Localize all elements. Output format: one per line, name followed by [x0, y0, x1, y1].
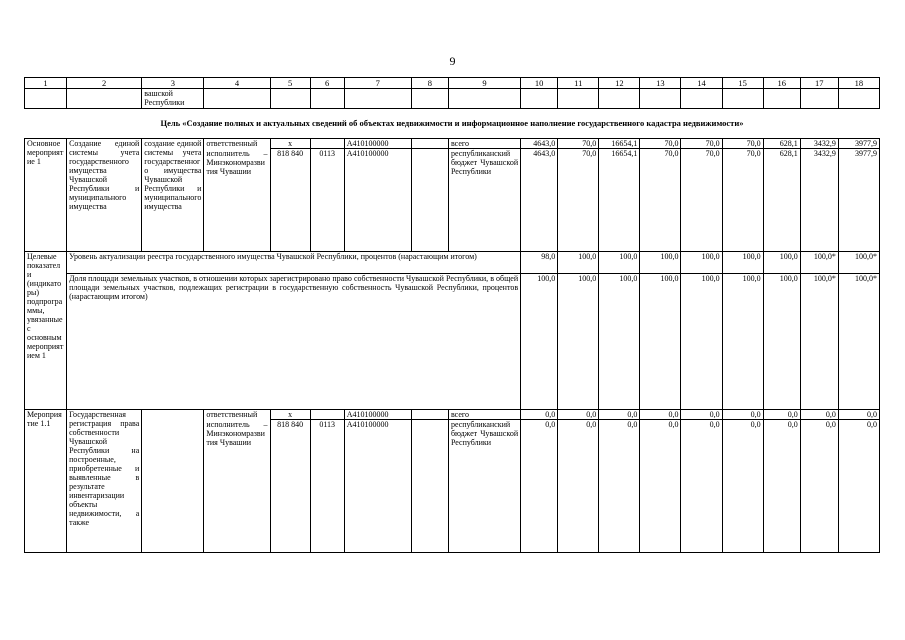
- col-number: 3: [142, 78, 204, 89]
- col-number: 5: [270, 78, 310, 89]
- indicator-value: 100,0: [599, 252, 640, 274]
- value-cell: 0,0: [722, 410, 763, 420]
- indicator-value: 100,0: [722, 274, 763, 410]
- value-cell: 0,0: [521, 420, 558, 553]
- col-number: 16: [763, 78, 800, 89]
- indicator-value: 100,0*: [838, 274, 879, 410]
- event-1-1-name: Государственная регистрация права собственности Чувашской Республики на построенные, приобретенные и выявленные в результате инвентаризации объекты недвижимости, а также: [67, 410, 142, 553]
- goal-heading: Цель «Создание полных и актуальных сведений об объектах недвижимости и информационное наполнение государственного кадастра недвижимости»: [160, 118, 744, 128]
- goal-row: [25, 109, 880, 139]
- responsible-label: ответственный: [204, 410, 270, 420]
- section-code: [310, 139, 344, 149]
- indicator-row: [25, 274, 880, 410]
- col-number: 15: [722, 78, 763, 89]
- col-number: 2: [67, 78, 142, 89]
- value-cell: 0,0: [681, 410, 722, 420]
- expense-type: [411, 139, 448, 149]
- event-1-1-task: [142, 410, 204, 553]
- indicator-value: 100,0: [558, 252, 599, 274]
- col-number: 6: [310, 78, 344, 89]
- value-cell: 0,0: [763, 410, 800, 420]
- indicator-value: 100,0*: [800, 252, 838, 274]
- value-cell: 70,0: [722, 149, 763, 252]
- indicator-value: 100,0: [640, 274, 681, 410]
- value-cell: 70,0: [681, 149, 722, 252]
- col-number: 9: [448, 78, 520, 89]
- indicator-value: 100,0: [599, 274, 640, 410]
- funding-source: всего: [448, 410, 520, 420]
- value-cell: 70,0: [558, 139, 599, 149]
- indicators-label: Целевые показатели (индикаторы) подпрограммы, увязанные с основным мероприятием 1: [25, 252, 67, 410]
- value-cell: 0,0: [722, 420, 763, 553]
- indicator-value: 100,0: [640, 252, 681, 274]
- program-table: [24, 77, 880, 553]
- value-cell: 16654,1: [599, 139, 640, 149]
- indicator-value: 100,0*: [838, 252, 879, 274]
- value-cell: 0,0: [558, 420, 599, 553]
- expense-type: [411, 149, 448, 252]
- value-cell: 70,0: [722, 139, 763, 149]
- indicator-value: 100,0: [681, 252, 722, 274]
- value-cell: 70,0: [681, 139, 722, 149]
- col-number: 10: [521, 78, 558, 89]
- target-article: А410100000: [344, 139, 411, 149]
- value-cell: 0,0: [800, 410, 838, 420]
- value-cell: 4643,0: [521, 139, 558, 149]
- value-cell: 0,0: [838, 420, 879, 553]
- responsible-executor: исполнитель – Минэкономразвития Чувашии: [204, 149, 270, 252]
- indicator-value: 100,0: [681, 274, 722, 410]
- event-1-1-row-total: [25, 410, 880, 420]
- value-cell: 628,1: [763, 149, 800, 252]
- col-number: 8: [411, 78, 448, 89]
- indicator-value: 100,0*: [800, 274, 838, 410]
- indicator-value: 98,0: [521, 252, 558, 274]
- column-number-row: [25, 78, 880, 89]
- event-1-1-label: Мероприятие 1.1: [25, 410, 67, 553]
- col-number: 14: [681, 78, 722, 89]
- indicator-row: [25, 252, 880, 274]
- budget-code: x: [270, 139, 310, 149]
- value-cell: 70,0: [558, 149, 599, 252]
- value-cell: 70,0: [640, 149, 681, 252]
- funding-source: всего: [448, 139, 520, 149]
- value-cell: 0,0: [800, 420, 838, 553]
- responsible-label: ответственный: [204, 139, 270, 149]
- col-number: 12: [599, 78, 640, 89]
- indicator-text: Доля площади земельных участков, в отношении которых зарегистрировано право собственности Чувашской Республики, в общей площади земельных участков, подлежащих регистрации в государственную собственность Чувашской Республики, процентов (нарастающим итогом): [67, 274, 521, 410]
- section-code: 0113: [310, 149, 344, 252]
- expense-type: [411, 420, 448, 553]
- indicator-text: Уровень актуализации реестра государственного имущества Чувашской Республики, процентов (нарастающим итогом): [67, 252, 521, 274]
- col-number: 17: [800, 78, 838, 89]
- main-event-name: Создание единой системы учета государственного имущества Чувашской Республики и муниципального имущества: [67, 139, 142, 252]
- funding-source: республиканский бюджет Чувашской Республики: [448, 149, 520, 252]
- col-number: 7: [344, 78, 411, 89]
- budget-code: 818 840: [270, 149, 310, 252]
- continuation-text: вашской Республики: [142, 89, 204, 109]
- value-cell: 0,0: [599, 410, 640, 420]
- indicator-value: 100,0: [763, 252, 800, 274]
- indicator-value: 100,0: [763, 274, 800, 410]
- value-cell: 0,0: [640, 410, 681, 420]
- target-article: А410100000: [344, 410, 411, 420]
- budget-code: x: [270, 410, 310, 420]
- main-event-row-total: [25, 139, 880, 149]
- value-cell: 0,0: [640, 420, 681, 553]
- value-cell: 3977,9: [838, 139, 879, 149]
- value-cell: 0,0: [763, 420, 800, 553]
- page-number: 9: [449, 54, 456, 68]
- value-cell: 0,0: [521, 410, 558, 420]
- value-cell: 70,0: [640, 139, 681, 149]
- value-cell: 628,1: [763, 139, 800, 149]
- target-article: А410100000: [344, 149, 411, 252]
- budget-code: 818 840: [270, 420, 310, 553]
- col-number: 4: [204, 78, 270, 89]
- col-number: 18: [838, 78, 879, 89]
- value-cell: 0,0: [838, 410, 879, 420]
- section-code: 0113: [310, 420, 344, 553]
- value-cell: 16654,1: [599, 149, 640, 252]
- value-cell: 0,0: [558, 410, 599, 420]
- indicator-value: 100,0: [722, 252, 763, 274]
- value-cell: 4643,0: [521, 149, 558, 252]
- target-article: А410100000: [344, 420, 411, 553]
- indicator-value: 100,0: [521, 274, 558, 410]
- col-number: 11: [558, 78, 599, 89]
- value-cell: 0,0: [681, 420, 722, 553]
- section-code: [310, 410, 344, 420]
- funding-source: республиканский бюджет Чувашской Республики: [448, 420, 520, 553]
- continuation-row: [25, 89, 880, 109]
- col-number: 1: [25, 78, 67, 89]
- value-cell: 3432,9: [800, 139, 838, 149]
- col-number: 13: [640, 78, 681, 89]
- value-cell: 3977,9: [838, 149, 879, 252]
- main-event-task: создание единой системы учета государственного имущества Чувашской Республики и муниципального имущества: [142, 139, 204, 252]
- responsible-executor: исполнитель – Минэкономразвития Чувашии: [204, 420, 270, 553]
- main-event-label: Основное мероприятие 1: [25, 139, 67, 252]
- expense-type: [411, 410, 448, 420]
- value-cell: 3432,9: [800, 149, 838, 252]
- indicator-value: 100,0: [558, 274, 599, 410]
- value-cell: 0,0: [599, 420, 640, 553]
